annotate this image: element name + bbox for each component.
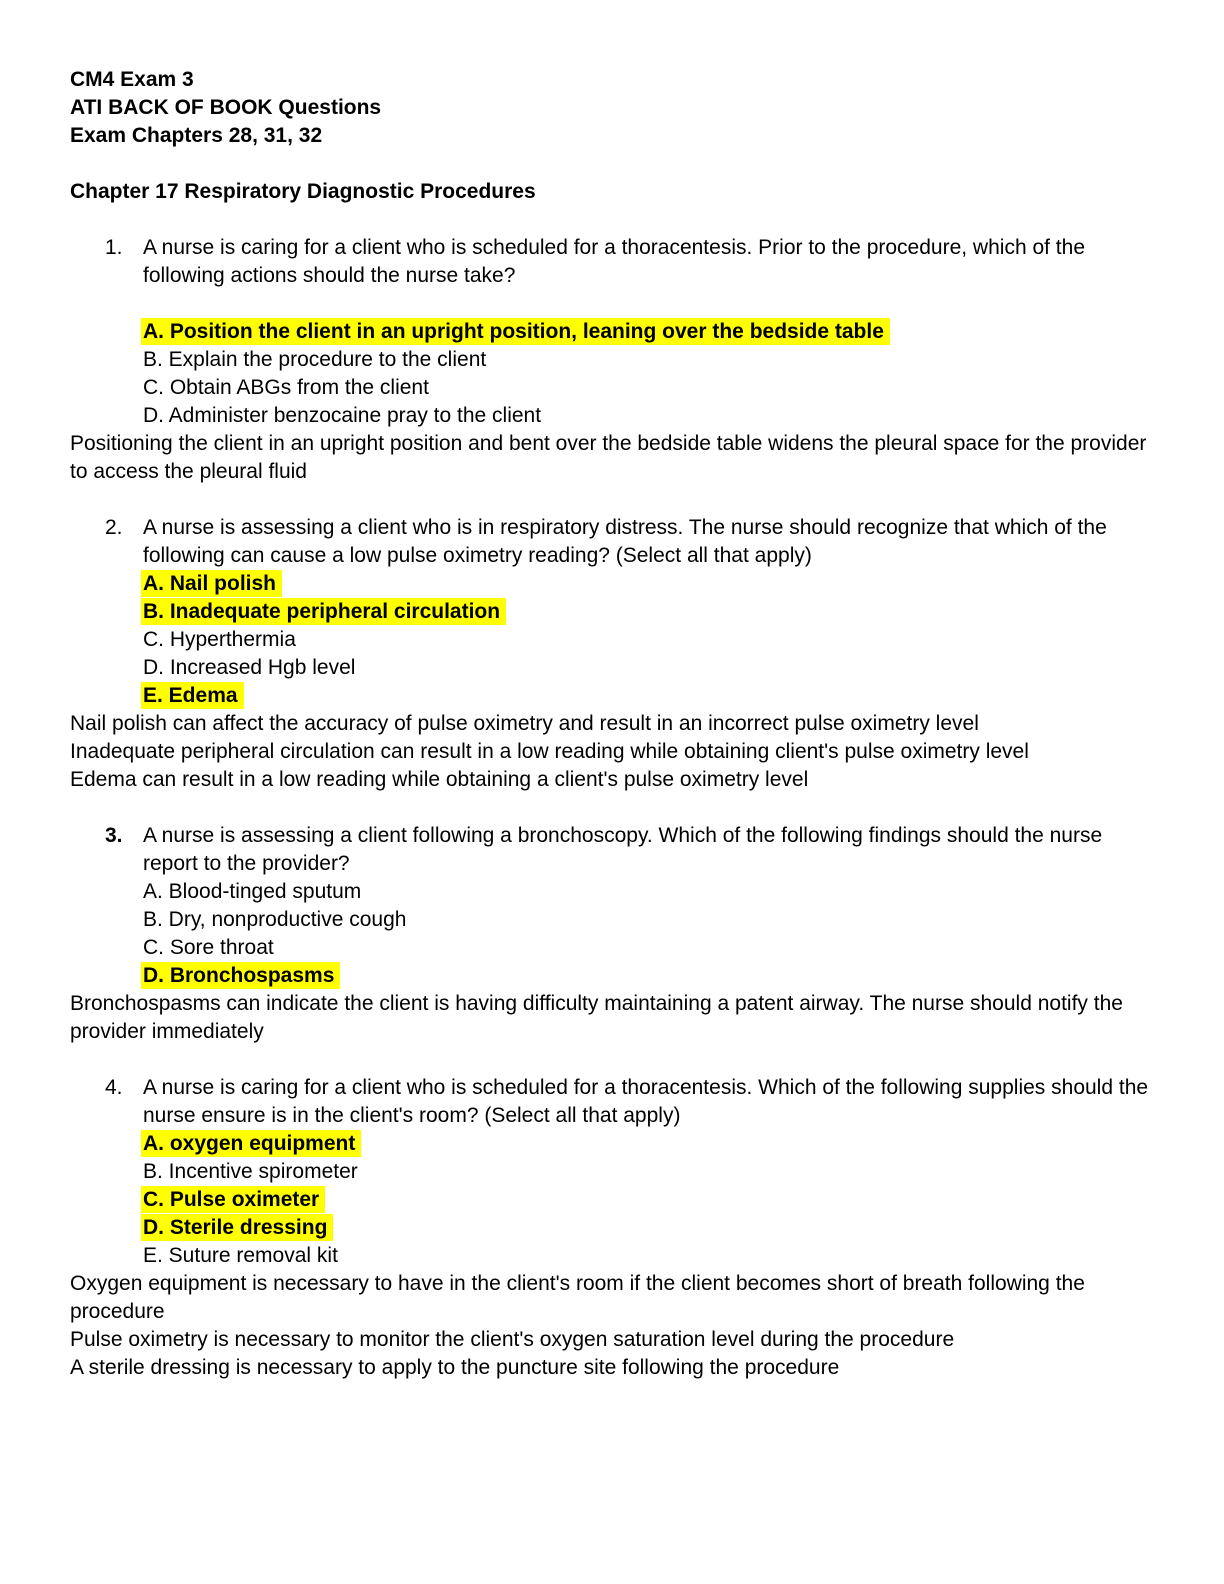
- question-1-option-a: [143, 318, 1154, 346]
- question-4-number: 4.: [105, 1076, 123, 1099]
- question-4: [70, 1074, 1154, 1270]
- highlighted-answer: A. oxygen equipment: [141, 1130, 361, 1157]
- question-2-rationale-1: Nail polish can affect the accuracy of pulse oximetry and result in an incorrect pulse oximetry level: [70, 712, 979, 735]
- question-4-rationale-3: A sterile dressing is necessary to apply to the puncture site following the procedure: [70, 1356, 840, 1379]
- question-3-option-b: B. Dry, nonproductive cough: [143, 908, 407, 931]
- question-4-rationale-1: Oxygen equipment is necessary to have in the client's room if the client becomes short of breath following the procedure: [70, 1272, 1085, 1323]
- question-4-option-e: E. Suture removal kit: [143, 1244, 338, 1267]
- question-3-option-a: A. Blood-tinged sputum: [143, 880, 362, 903]
- question-2: [70, 514, 1154, 710]
- question-2-option-d: D. Increased Hgb level: [143, 656, 356, 679]
- question-2-option-e: [143, 682, 1154, 710]
- question-1-rationale: Positioning the client in an upright position and bent over the bedside table widens the pleural space for the provider to access the pleural fluid: [70, 432, 1147, 483]
- document-header: [70, 66, 1154, 150]
- blank-line: [70, 486, 1154, 514]
- question-3: [70, 822, 1154, 990]
- highlighted-answer: D. Sterile dressing: [141, 1214, 333, 1241]
- question-4-option-d: [143, 1214, 1154, 1242]
- highlighted-answer: D. Bronchospasms: [141, 962, 340, 989]
- question-2-option-c: C. Hyperthermia: [143, 628, 296, 651]
- question-1-number: 1.: [105, 236, 123, 259]
- exam-title: CM4 Exam 3: [70, 68, 194, 91]
- question-3-text: A nurse is assessing a client following a bronchoscopy. Which of the following findings should the nurse report to the provider?: [143, 824, 1103, 875]
- highlighted-answer: A. Position the client in an upright position, leaning over the bedside table: [141, 318, 890, 345]
- question-4-option-a: [143, 1130, 1154, 1158]
- question-1: [70, 234, 1154, 430]
- question-2-number: 2.: [105, 516, 123, 539]
- exam-chapters: Exam Chapters 28, 31, 32: [70, 124, 323, 147]
- question-2-option-b: [143, 598, 1154, 626]
- question-1-option-b: B. Explain the procedure to the client: [143, 348, 487, 371]
- blank-line: [70, 206, 1154, 234]
- question-3-option-c: C. Sore throat: [143, 936, 274, 959]
- blank-line: [70, 1046, 1154, 1074]
- exam-subtitle: ATI BACK OF BOOK Questions: [70, 96, 382, 119]
- question-3-option-d: [143, 962, 1154, 990]
- chapter-heading: Chapter 17 Respiratory Diagnostic Procedures: [70, 180, 536, 203]
- highlighted-answer: B. Inadequate peripheral circulation: [141, 598, 506, 625]
- question-4-rationale-2: Pulse oximetry is necessary to monitor the client's oxygen saturation level during the procedure: [70, 1328, 955, 1351]
- question-4-option-b: B. Incentive spirometer: [143, 1160, 358, 1183]
- question-4-option-c: [143, 1186, 1154, 1214]
- question-4-text: A nurse is caring for a client who is scheduled for a thoracentesis. Which of the following supplies should the nurse ensure is in the client's room? (Select all that apply): [143, 1076, 1149, 1127]
- question-1-option-d: D. Administer benzocaine pray to the client: [143, 404, 542, 427]
- question-3-number: 3.: [105, 824, 123, 847]
- highlighted-answer: C. Pulse oximeter: [141, 1186, 325, 1213]
- blank-line: [143, 290, 1154, 318]
- question-2-rationale-3: Edema can result in a low reading while obtaining a client's pulse oximetry level: [70, 768, 809, 791]
- question-1-option-c: C. Obtain ABGs from the client: [143, 376, 429, 399]
- highlighted-answer: A. Nail polish: [141, 570, 282, 597]
- blank-line: [70, 794, 1154, 822]
- question-1-text: A nurse is caring for a client who is scheduled for a thoracentesis. Prior to the procedure, which of the following actions should the nurse take?: [143, 236, 1085, 287]
- question-2-option-a: [143, 570, 1154, 598]
- question-2-rationale-2: Inadequate peripheral circulation can result in a low reading while obtaining client's pulse oximetry level: [70, 740, 1029, 763]
- highlighted-answer: E. Edema: [141, 682, 244, 709]
- question-3-rationale: Bronchospasms can indicate the client is having difficulty maintaining a patent airway. The nurse should notify the provider immediately: [70, 992, 1123, 1043]
- question-2-text: A nurse is assessing a client who is in respiratory distress. The nurse should recognize that which of the following can cause a low pulse oximetry reading? (Select all that apply): [143, 516, 1107, 567]
- blank-line: [70, 150, 1154, 178]
